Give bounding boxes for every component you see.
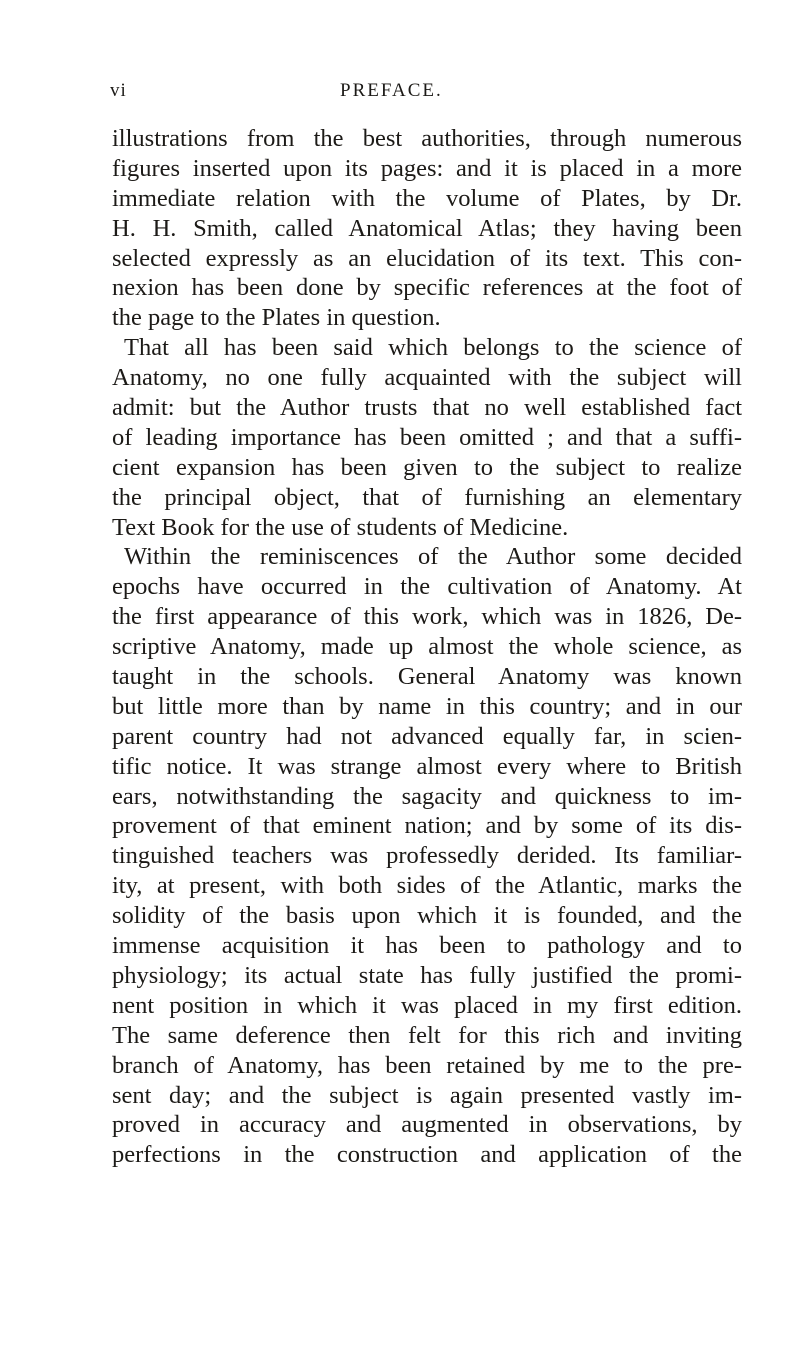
text-line: but little more than by name in this country; and in our xyxy=(112,692,742,720)
page-number: vi xyxy=(110,80,127,101)
preface-body-text xyxy=(112,124,742,1170)
text-line: selected expressly as an elucidation of its text. This con- xyxy=(112,244,742,272)
text-line: Anatomy, no one fully acquainted with the subject will xyxy=(112,364,742,392)
text-line: immediate relation with the volume of Plates, by Dr. xyxy=(112,184,742,212)
text-line: provement of that eminent nation; and by some of its dis- xyxy=(112,812,742,840)
text-line: the principal object, that of furnishing an elementary xyxy=(112,483,742,511)
text-line: sent day; and the subject is again presented vastly im- xyxy=(112,1081,742,1109)
text-line: scriptive Anatomy, made up almost the whole science, as xyxy=(112,633,742,661)
text-line: branch of Anatomy, has been retained by me to the pre- xyxy=(112,1051,742,1079)
text-line: The same deference then felt for this rich and inviting xyxy=(112,1021,742,1049)
text-line: epochs have occurred in the cultivation of Anatomy. At xyxy=(112,573,742,601)
text-line: nexion has been done by specific references at the foot of xyxy=(112,274,742,302)
text-line: That all has been said which belongs to the science of xyxy=(124,334,742,362)
text-line: proved in accuracy and augmented in observations, by xyxy=(112,1111,742,1139)
text-line: cient expansion has been given to the subject to realize xyxy=(112,453,742,481)
text-line: H. H. Smith, called Anatomical Atlas; they having been xyxy=(112,214,742,242)
text-line: physiology; its actual state has fully justified the promi- xyxy=(112,961,742,989)
text-line: illustrations from the best authorities, through numerous xyxy=(112,125,742,152)
text-line: the page to the Plates in question. xyxy=(112,304,441,332)
text-line: nent position in which it was placed in my first edition. xyxy=(112,991,742,1019)
text-line: ears, notwithstanding the sagacity and quickness to im- xyxy=(112,782,742,810)
text-line: taught in the schools. General Anatomy was known xyxy=(112,663,742,691)
text-line: tific notice. It was strange almost every where to British xyxy=(112,752,742,780)
text-line: of leading importance has been omitted ; and that a suffi- xyxy=(112,423,742,451)
text-line: ity, at present, with both sides of the Atlantic, marks the xyxy=(112,872,742,900)
text-line: Within the reminiscences of the Author some decided xyxy=(124,543,742,571)
text-line: immense acquisition it has been to pathology and to xyxy=(112,932,742,960)
text-line: Text Book for the use of students of Medicine. xyxy=(112,513,569,541)
text-line: the first appearance of this work, which was in 1826, De- xyxy=(112,603,742,631)
text-line: tinguished teachers was professedly derided. Its familiar- xyxy=(112,842,742,870)
page-header xyxy=(110,80,760,110)
text-line: figures inserted upon its pages: and it is placed in a more xyxy=(112,154,742,182)
text-line: parent country had not advanced equally far, in scien- xyxy=(112,722,742,750)
running-title: PREFACE. xyxy=(340,80,443,101)
text-line: admit: but the Author trusts that no well established fact xyxy=(112,394,742,422)
text-line: perfections in the construction and application of the xyxy=(112,1141,742,1169)
text-line: solidity of the basis upon which it is founded, and the xyxy=(112,902,742,930)
